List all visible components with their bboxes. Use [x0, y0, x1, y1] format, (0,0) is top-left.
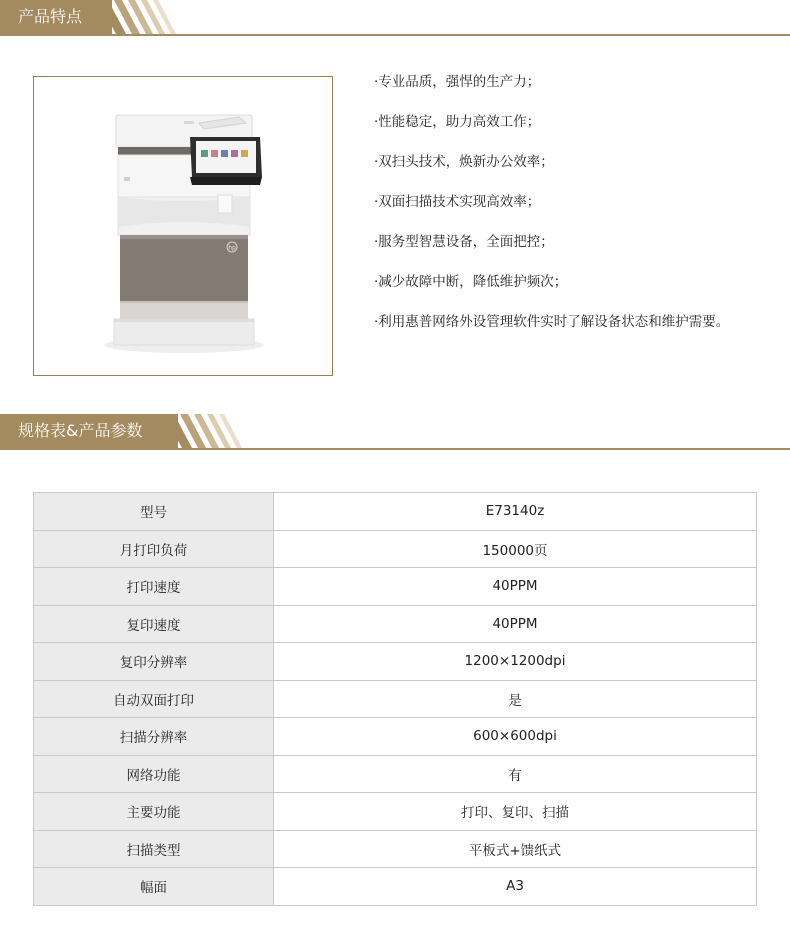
table-row	[34, 530, 757, 568]
printer-illustration	[34, 77, 332, 375]
spec-key: 型号	[34, 493, 274, 531]
spec-value: 40PPM	[274, 605, 757, 643]
spec-key: 复印分辨率	[34, 643, 274, 681]
spec-key: 扫描类型	[34, 830, 274, 868]
spec-value: A3	[274, 868, 757, 906]
spec-value: 1200×1200dpi	[274, 643, 757, 681]
section-header-specs	[0, 414, 790, 450]
feature-list	[374, 72, 784, 352]
table-row	[34, 605, 757, 643]
spec-value: 40PPM	[274, 568, 757, 606]
table-row	[34, 830, 757, 868]
section-divider	[0, 34, 790, 36]
product-image-frame	[33, 76, 333, 376]
feature-item: ·双扫头技术，焕新办公效率；	[374, 154, 554, 170]
svg-text:hp: hp	[228, 244, 236, 252]
table-row	[34, 643, 757, 681]
section-header-features	[0, 0, 790, 36]
spec-table	[33, 492, 757, 906]
spec-key: 复印速度	[34, 605, 274, 643]
section-divider	[0, 448, 790, 450]
spec-value: E73140z	[274, 493, 757, 531]
spec-value: 600×600dpi	[274, 718, 757, 756]
header-stripes-decoration	[98, 0, 178, 34]
spec-value: 有	[274, 755, 757, 793]
table-row	[34, 718, 757, 756]
table-row	[34, 868, 757, 906]
table-row	[34, 793, 757, 831]
feature-item: ·服务型智慧设备，全面把控；	[374, 234, 554, 250]
header-stripes-decoration	[164, 414, 244, 448]
table-row	[34, 493, 757, 531]
spec-value: 是	[274, 680, 757, 718]
spec-key: 自动双面打印	[34, 680, 274, 718]
section-title-specs: 规格表&产品参数	[0, 414, 178, 448]
feature-item: ·双面扫描技术实现高效率；	[374, 194, 541, 210]
section-title-features: 产品特点	[0, 0, 112, 34]
spec-key: 扫描分辨率	[34, 718, 274, 756]
spec-key: 幅面	[34, 868, 274, 906]
spec-key: 主要功能	[34, 793, 274, 831]
spec-key: 网络功能	[34, 755, 274, 793]
spec-value: 150000页	[274, 530, 757, 568]
table-row	[34, 568, 757, 606]
table-row	[34, 755, 757, 793]
spec-value: 平板式+馈纸式	[274, 830, 757, 868]
feature-item: ·专业品质，强悍的生产力；	[374, 74, 541, 90]
spec-key: 打印速度	[34, 568, 274, 606]
feature-item: ·利用惠普网络外设管理软件实时了解设备状态和维护需要。	[374, 314, 730, 330]
spec-key: 月打印负荷	[34, 530, 274, 568]
feature-item: ·性能稳定，助力高效工作；	[374, 114, 541, 130]
table-row	[34, 680, 757, 718]
spec-value: 打印、复印、扫描	[274, 793, 757, 831]
feature-item: ·减少故障中断，降低维护频次；	[374, 274, 568, 290]
